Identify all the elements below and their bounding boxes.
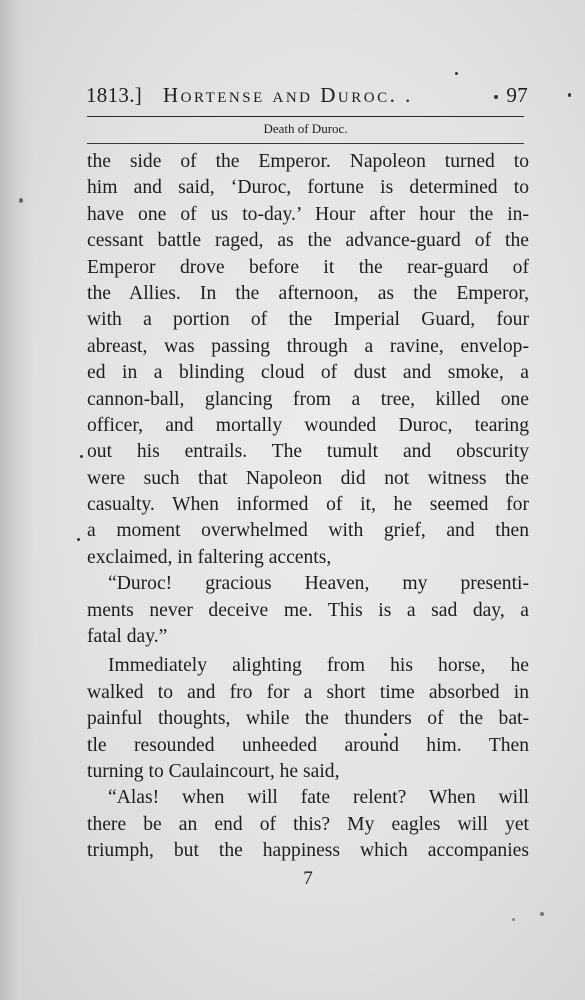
text-line: the Allies. In the afternoon, as the Emperor, (87, 282, 529, 304)
text-line: abreast, was passing through a ravine, envelop- (87, 335, 529, 357)
text-line: triumph, but the happiness which accompanies (87, 840, 529, 862)
running-head-year: 1813.] (86, 83, 143, 107)
text-line: fatal day.” (87, 626, 168, 648)
ink-speck (568, 93, 571, 97)
ink-speck (80, 455, 83, 458)
text-line: tle resounded unheeded around him. Then (87, 734, 529, 756)
text-line: him and said, ‘Duroc, fortune is determined to (87, 177, 529, 199)
text-line: walked to and fro for a short time absorbed in (87, 681, 529, 703)
text-line: ments never deceive me. This is a sad day, a (87, 599, 529, 621)
text-line: there be an end of this? My eagles will yet (87, 813, 529, 835)
ink-speck (455, 72, 458, 75)
spine-shadow (0, 0, 34, 1000)
text-line: with a portion of the Imperial Guard, four (87, 309, 529, 331)
ink-speck (512, 918, 515, 921)
text-line: Emperor drove before it the rear-guard of (87, 256, 529, 278)
text-line: cessant battle raged, as the advance-guard of the (87, 230, 529, 252)
text-line: “Alas! when will fate relent? When will (108, 787, 529, 809)
text-line: exclaimed, in faltering accents, (87, 546, 332, 568)
text-line: Immediately alighting from his horse, he (108, 655, 529, 677)
text-line: turning to Caulaincourt, he said, (87, 760, 340, 782)
section-title: Death of Duroc. (263, 121, 348, 136)
text-line: cannon-ball, glancing from a tree, killed one (87, 388, 529, 410)
ink-speck (540, 912, 544, 916)
header-rule (87, 116, 524, 117)
section-rule (87, 143, 524, 144)
ink-speck (19, 198, 23, 203)
running-head (86, 80, 528, 110)
signature-mark: 7 (303, 868, 313, 889)
running-head-title: Hortense and Duroc. . (163, 83, 413, 107)
text-line: a moment overwhelmed with grief, and then (87, 520, 529, 542)
text-line: have one of us to-day.’ Hour after hour the in- (87, 203, 529, 225)
body-text (87, 149, 529, 865)
text-line: were such that Napoleon did not witness the (87, 467, 529, 489)
text-line: casualty. When informed of it, he seemed for (87, 494, 529, 516)
text-line: officer, and mortally wounded Duroc, tearing (87, 414, 529, 436)
page-number: 97 (506, 83, 528, 107)
text-line: out his entrails. The tumult and obscurity (87, 441, 529, 463)
text-line: the side of the Emperor. Napoleon turned to (87, 151, 529, 172)
text-line: ed in a blinding cloud of dust and smoke, a (87, 362, 529, 384)
text-line: painful thoughts, while the thunders of the bat- (87, 708, 529, 730)
text-line: “Duroc! gracious Heaven, my presenti- (108, 573, 529, 595)
ink-speck (77, 538, 80, 541)
